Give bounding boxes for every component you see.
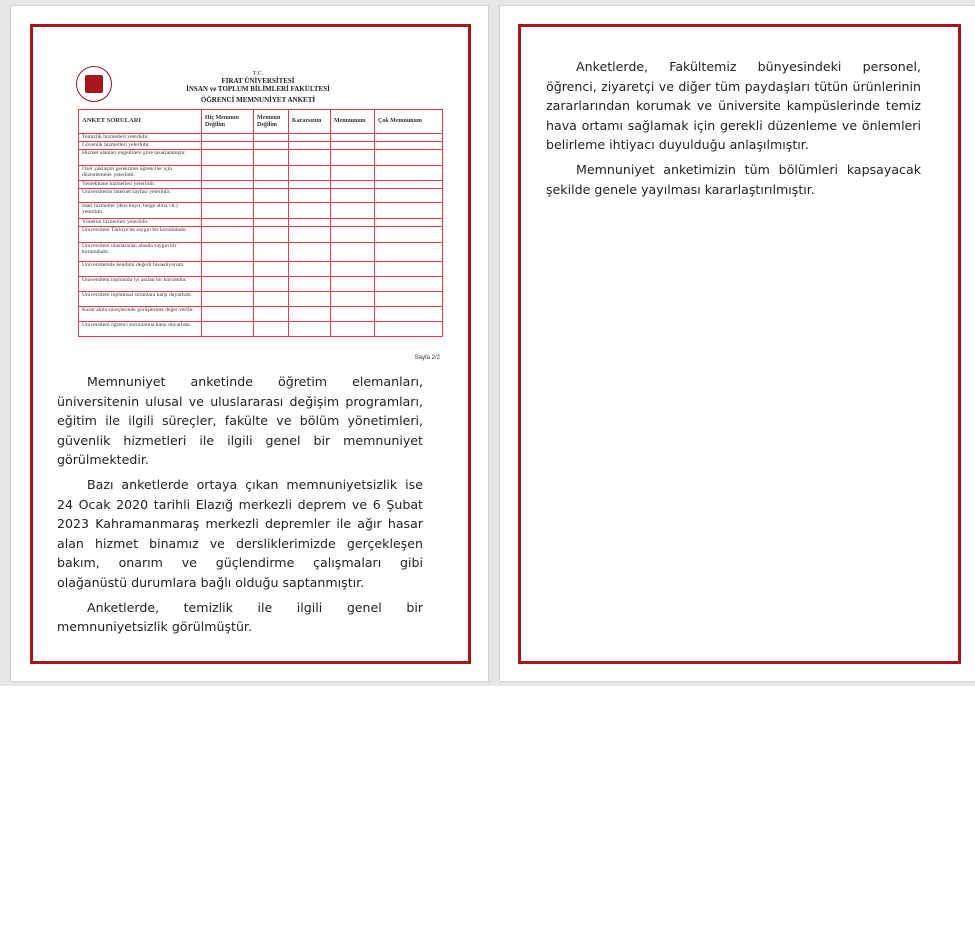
survey-answer-cell: [289, 277, 331, 292]
survey-answer-cell: [331, 227, 375, 243]
survey-answer-cell: [289, 189, 331, 203]
survey-answer-cell: [202, 322, 254, 337]
survey-table-header-row: [79, 110, 443, 134]
column-header: Çok Memnunum: [375, 110, 443, 134]
survey-answer-cell: [289, 227, 331, 243]
survey-question-row: [79, 262, 443, 277]
survey-question-row: [79, 189, 443, 203]
survey-form-image[interactable]: [68, 62, 440, 364]
survey-answer-cell: [375, 181, 443, 189]
survey-answer-cell: [202, 292, 254, 307]
survey-answer-cell: [375, 142, 443, 150]
survey-answer-cell: [254, 277, 289, 292]
survey-answer-cell: [331, 203, 375, 219]
survey-answer-cell: [375, 203, 443, 219]
survey-answer-cell: [202, 181, 254, 189]
survey-page-number: Sayfa 2/2: [414, 355, 440, 361]
column-header: Hiç Memnun Değilim: [202, 110, 254, 134]
survey-question-row: [79, 277, 443, 292]
survey-answer-cell: [202, 166, 254, 181]
column-header: ANKET SORULARI: [79, 110, 202, 134]
survey-question-text: Yemekhane hizmetleri yeterlidir.: [79, 181, 202, 189]
survey-answer-cell: [202, 262, 254, 277]
paragraph: Anketlerde, Fakültemiz bünyesindeki personel, öğrenci, ziyaretçi ve diğer tüm paydaşları tütün ürünlerinin zararlarından korumak ve üniversite kampüslerinde temiz hava ortamı sağlamak için gerekli düzenleme ve önlemleri belirleme ihtiyacı duyulduğu anlaşılmıştır.: [546, 59, 921, 153]
survey-answer-cell: [331, 322, 375, 337]
survey-answer-cell: [289, 292, 331, 307]
survey-answer-cell: [375, 150, 443, 166]
paragraph: Memnuniyet anketimizin tüm bölümleri kapsayacak şekilde genele yayılması kararlaştırılmıştır.: [546, 161, 921, 197]
survey-question-text: Temizlik hizmetleri yeterlidir.: [79, 134, 202, 142]
survey-table: [78, 109, 443, 337]
survey-question-text: Üniversitem toplumsal sorunlara karşı duyarlıdır.: [79, 292, 202, 307]
survey-answer-cell: [202, 219, 254, 227]
survey-answer-cell: [254, 243, 289, 262]
survey-answer-cell: [375, 307, 443, 322]
survey-answer-cell: [331, 307, 375, 322]
survey-answer-cell: [375, 322, 443, 337]
survey-answer-cell: [254, 134, 289, 142]
survey-answer-cell: [254, 262, 289, 277]
survey-answer-cell: [331, 134, 375, 142]
survey-question-text: Üniversitem uluslararası alanda saygın bir kurumdadır.: [79, 243, 202, 262]
survey-header-tc: T.C.: [252, 71, 264, 77]
survey-question-row: [79, 227, 443, 243]
survey-answer-cell: [254, 322, 289, 337]
survey-answer-cell: [289, 243, 331, 262]
survey-question-text: Üniversitemde kendimi değerli hissediyorum.: [79, 262, 202, 277]
survey-question-text: Üniversitem toplumda iyi anılan bir kurumdur.: [79, 277, 202, 292]
survey-answer-cell: [331, 219, 375, 227]
survey-question-text: Yönetim hizmetleri yeterlidir.: [79, 219, 202, 227]
column-header: Memnun Değilim: [254, 110, 289, 134]
survey-answer-cell: [254, 203, 289, 219]
survey-question-row: [79, 219, 443, 227]
survey-answer-cell: [202, 227, 254, 243]
survey-question-row: [79, 243, 443, 262]
survey-answer-cell: [331, 181, 375, 189]
survey-answer-cell: [202, 307, 254, 322]
survey-answer-cell: [331, 292, 375, 307]
survey-answer-cell: [375, 134, 443, 142]
survey-question-row: [79, 307, 443, 322]
survey-answer-cell: [375, 292, 443, 307]
survey-answer-cell: [289, 307, 331, 322]
paragraph: Anketlerde, temizlik ile ilgili genel bir memnuniyetsizlik görülmüştür.: [57, 599, 423, 635]
survey-answer-cell: [375, 189, 443, 203]
survey-answer-cell: [375, 219, 443, 227]
survey-answer-cell: [254, 189, 289, 203]
survey-answer-cell: [375, 243, 443, 262]
survey-answer-cell: [254, 307, 289, 322]
survey-answer-cell: [289, 166, 331, 181]
survey-header-university: FIRAT ÜNİVERSİTESİ: [221, 77, 295, 85]
page-2-body-text[interactable]: [546, 57, 921, 204]
survey-question-text: Üniversitenin internet sayfası yeterlidir.: [79, 189, 202, 203]
survey-answer-cell: [254, 219, 289, 227]
survey-question-text: İdari hizmetler (ders kayıt, belge alma vb.) yeterlidir.: [79, 203, 202, 219]
survey-question-text: Üniversitem Türkiye'de saygın bir kurumdadır.: [79, 227, 202, 243]
survey-question-row: [79, 203, 443, 219]
survey-answer-cell: [331, 142, 375, 150]
survey-answer-cell: [202, 189, 254, 203]
survey-question-row: [79, 134, 443, 142]
survey-question-row: [79, 166, 443, 181]
survey-answer-cell: [289, 142, 331, 150]
survey-question-row: [79, 150, 443, 166]
survey-question-text: Hizmet alanları engellilere göre tasarlanmıştır.: [79, 150, 202, 166]
survey-answer-cell: [202, 142, 254, 150]
survey-answer-cell: [254, 150, 289, 166]
survey-question-row: [79, 292, 443, 307]
survey-answer-cell: [254, 292, 289, 307]
survey-answer-cell: [202, 150, 254, 166]
survey-question-text: Üniversitem öğrenci sorunlarına karşı duyarlıdır.: [79, 322, 202, 337]
survey-answer-cell: [289, 322, 331, 337]
survey-answer-cell: [331, 166, 375, 181]
survey-answer-cell: [254, 227, 289, 243]
survey-question-text: Özel yaklaşım gerektiren öğrenciler için düzenlemeler yeterlidir.: [79, 166, 202, 181]
survey-answer-cell: [289, 134, 331, 142]
survey-header-faculty: İNSAN ve TOPLUM BİLİMLERİ FAKÜLTESİ: [186, 85, 330, 93]
survey-question-row: [79, 181, 443, 189]
survey-answer-cell: [254, 142, 289, 150]
survey-answer-cell: [202, 243, 254, 262]
survey-answer-cell: [331, 189, 375, 203]
survey-answer-cell: [331, 277, 375, 292]
survey-answer-cell: [331, 243, 375, 262]
survey-question-text: Güvenlik hizmetleri yeterlidir.: [79, 142, 202, 150]
survey-answer-cell: [375, 262, 443, 277]
survey-answer-cell: [375, 227, 443, 243]
paragraph: Memnuniyet anketinde öğretim elemanları, üniversitenin ulusal ve uluslararası değişim programları, eğitim ile ilgili süreçler, fakülte ve bölüm yönetimleri, güvenlik hizmetleri ile ilgili genel bir memnuniyet görülmektedir.: [57, 374, 423, 468]
survey-answer-cell: [289, 181, 331, 189]
survey-question-row: [79, 142, 443, 150]
survey-answer-cell: [202, 203, 254, 219]
survey-answer-cell: [331, 150, 375, 166]
survey-question-text: Karar alma süreçlerinde görüşlerime değer verilir.: [79, 307, 202, 322]
survey-answer-cell: [289, 219, 331, 227]
survey-answer-cell: [289, 150, 331, 166]
paragraph: Bazı anketlerde ortaya çıkan memnuniyetsizlik ise 24 Ocak 2020 tarihli Elazığ merkezli deprem ve 6 Şubat 2023 Kahramanmaraş merkezli depremler ile ağır hasar alan hizmet binamız ve dersliklerimizde gerçekleşen bakım, onarım ve güçlendirme çalışmaları gibi olağanüstü durumlara bağlı olduğu saptanmıştır.: [57, 476, 423, 590]
survey-answer-cell: [254, 181, 289, 189]
survey-answer-cell: [375, 277, 443, 292]
column-header: Kararsızım: [289, 110, 331, 134]
survey-answer-cell: [202, 277, 254, 292]
survey-header-title: ÖĞRENCİ MEMNUNİYET ANKETİ: [200, 96, 316, 104]
survey-answer-cell: [202, 134, 254, 142]
survey-answer-cell: [254, 166, 289, 181]
survey-answer-cell: [289, 203, 331, 219]
survey-question-row: [79, 322, 443, 337]
university-seal-icon: [76, 66, 112, 102]
survey-answer-cell: [375, 166, 443, 181]
survey-answer-cell: [289, 262, 331, 277]
page-1-body-text[interactable]: [57, 372, 423, 642]
column-header: Memnunum: [331, 110, 375, 134]
survey-answer-cell: [331, 262, 375, 277]
